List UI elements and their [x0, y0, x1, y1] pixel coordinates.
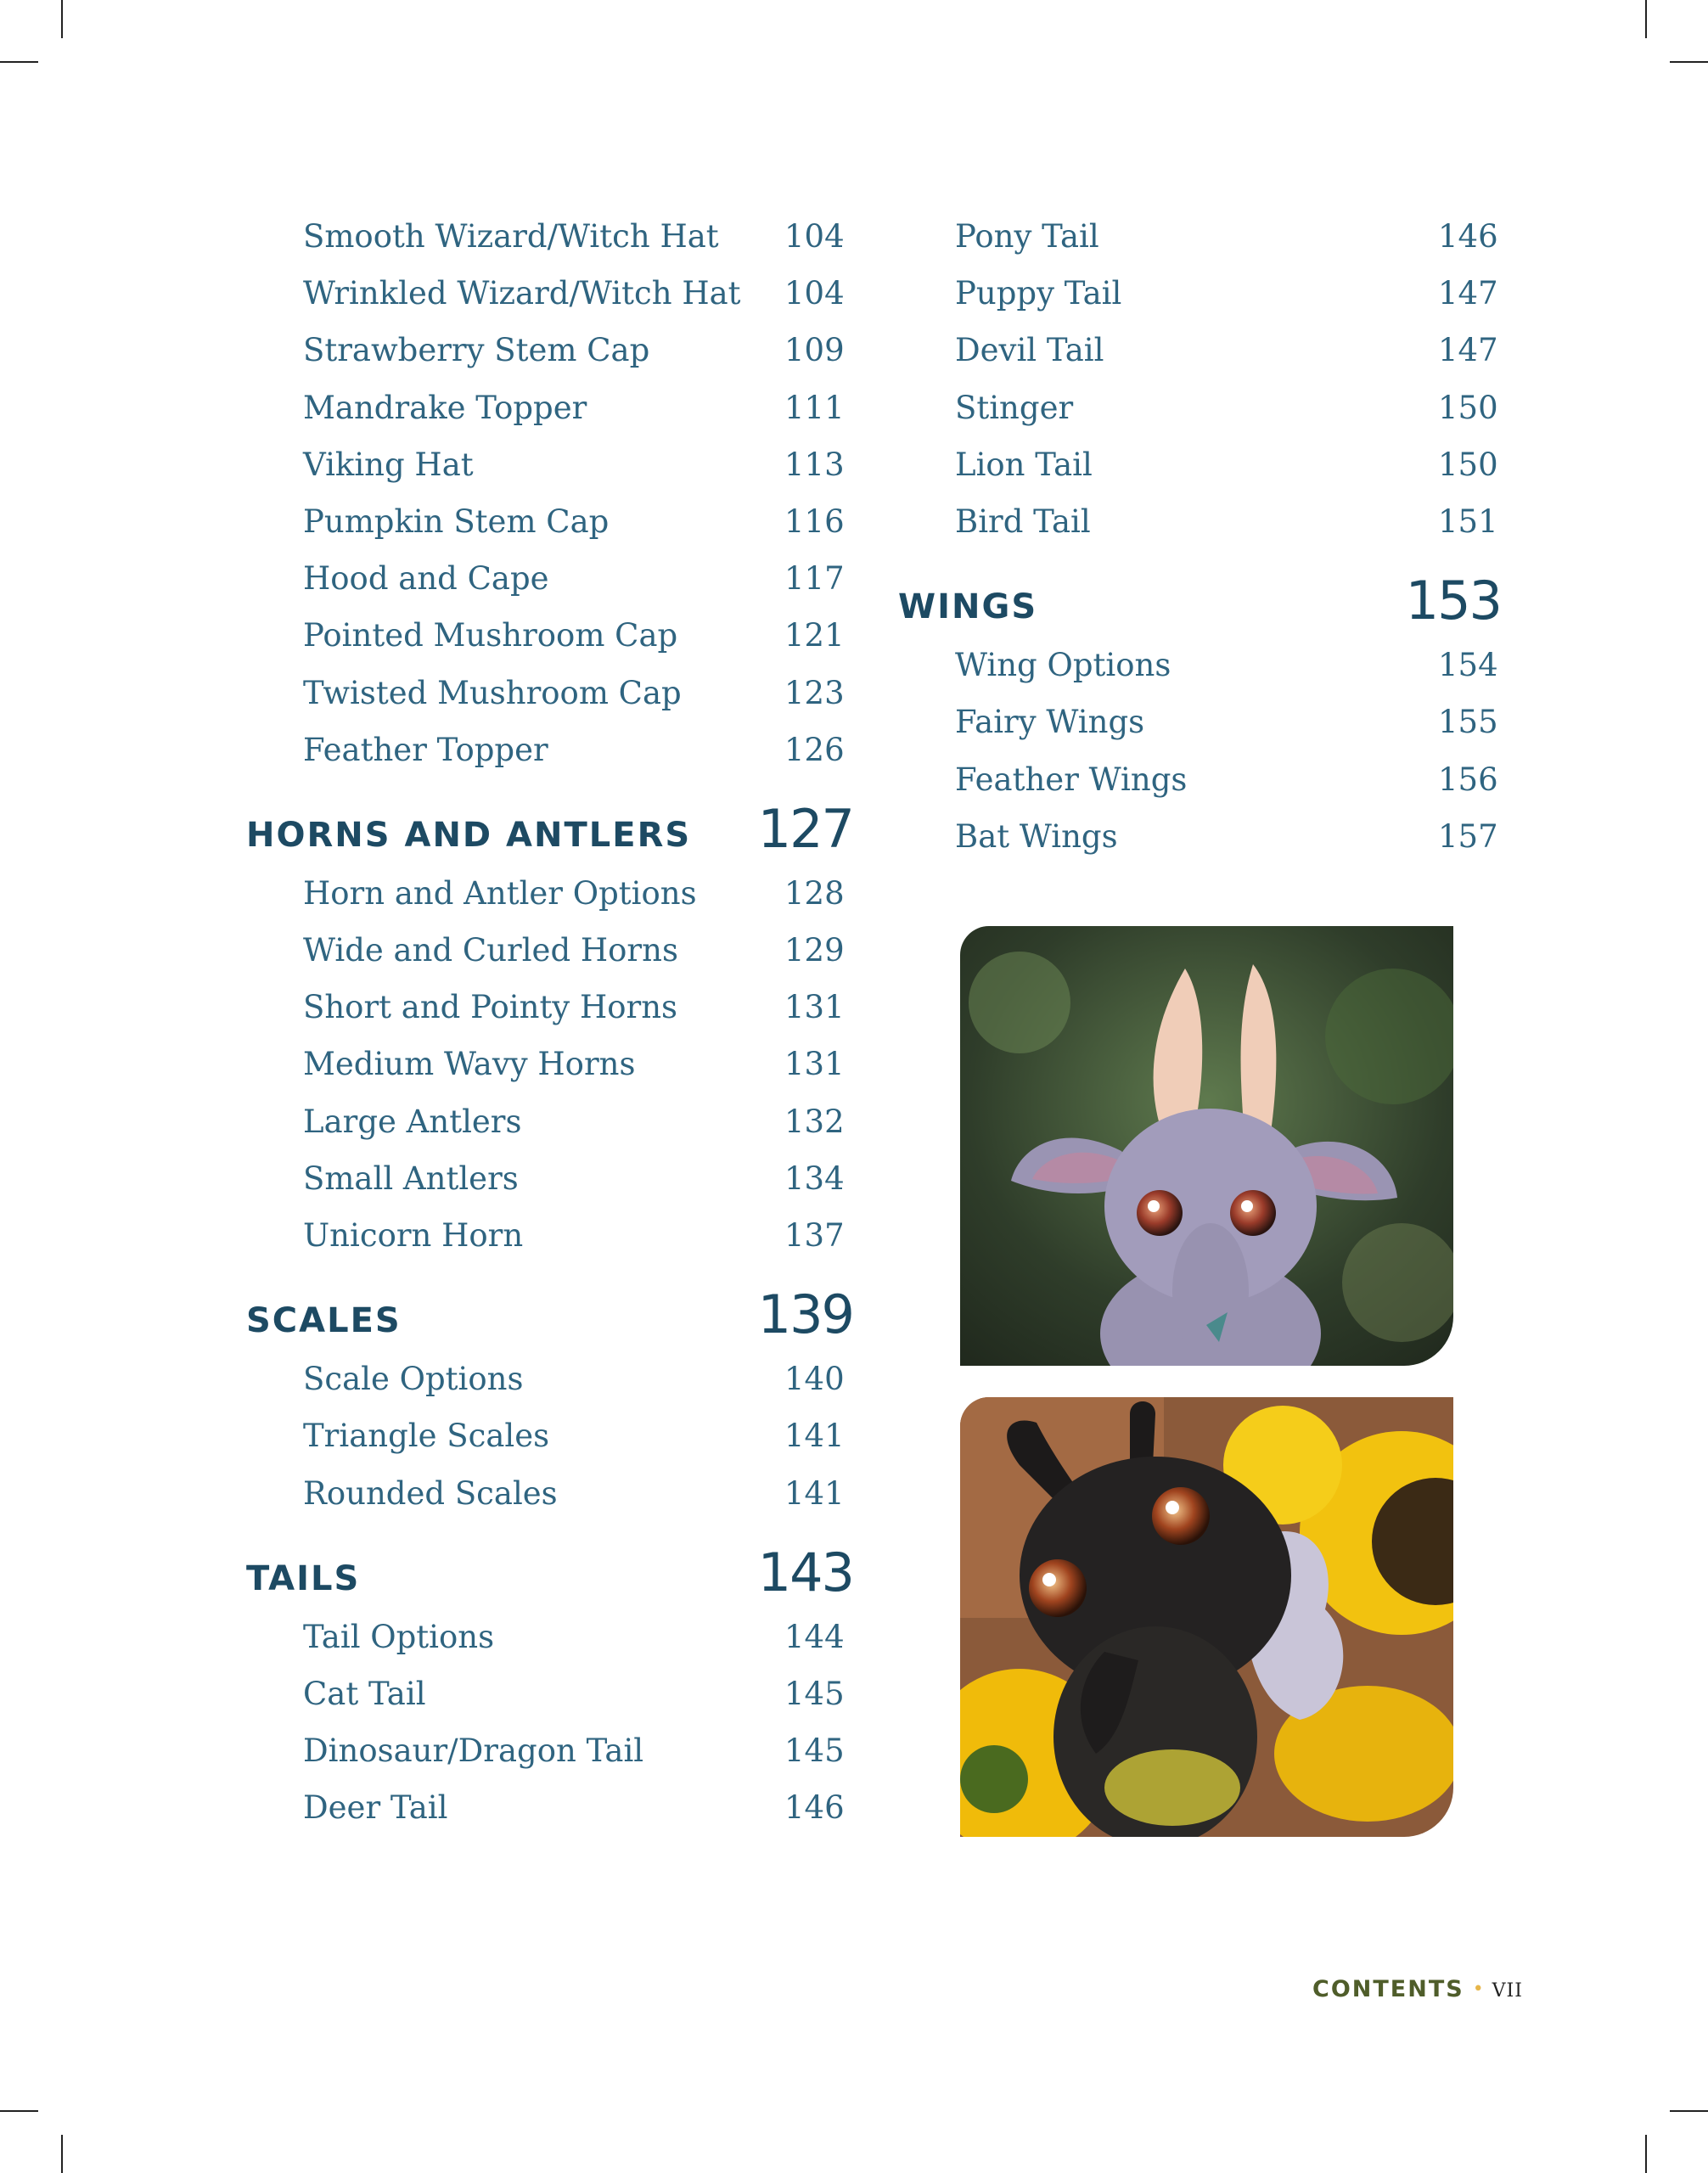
section-title: TAILS	[246, 1558, 361, 1598]
toc-entry[interactable]	[246, 1207, 853, 1264]
toc-entry-page: 121	[784, 617, 845, 654]
toc-section-wings[interactable]	[898, 560, 1501, 637]
toc-entry[interactable]	[246, 1722, 853, 1779]
crop-mark	[61, 0, 63, 38]
toc-entry-title: Lion Tail	[955, 446, 1093, 483]
toc-entry-page: 144	[784, 1618, 845, 1655]
toc-entry[interactable]	[898, 265, 1501, 322]
toc-entry-title: Wrinkled Wizard/Witch Hat	[303, 275, 741, 312]
toc-entry-title: Hood and Cape	[303, 560, 549, 598]
section-page: 139	[757, 1283, 853, 1346]
crop-mark	[1670, 2110, 1708, 2112]
toc-entry-title: Wing Options	[955, 647, 1171, 684]
toc-entry-page: 134	[784, 1159, 845, 1197]
toc-section-tails[interactable]	[246, 1532, 853, 1609]
footer-label: CONTENTS	[1312, 1976, 1464, 2002]
toc-entry-page: 132	[784, 1103, 845, 1140]
toc-entry[interactable]	[898, 379, 1501, 436]
toc-entry[interactable]	[246, 1779, 853, 1836]
toc-entry-page: 145	[784, 1732, 845, 1770]
toc-entry-page: 141	[784, 1474, 845, 1512]
toc-entry[interactable]	[246, 1465, 853, 1522]
toc-entry[interactable]	[246, 1350, 853, 1407]
toc-entry-title: Bat Wings	[955, 817, 1118, 855]
toc-entry-title: Feather Topper	[303, 731, 548, 768]
toc-entry-page: 145	[784, 1675, 845, 1712]
toc-entry-title: Feather Wings	[955, 761, 1188, 798]
toc-entry-title: Stinger	[955, 389, 1074, 426]
toc-entry-title: Small Antlers	[303, 1159, 519, 1197]
toc-entry-title: Tail Options	[303, 1618, 495, 1655]
toc-entry-title: Rounded Scales	[303, 1474, 558, 1512]
section-page: 143	[757, 1541, 853, 1603]
toc-entry[interactable]	[898, 808, 1501, 865]
crop-mark	[61, 2135, 63, 2173]
toc-entry-page: 147	[1438, 275, 1498, 312]
toc-entry[interactable]	[246, 208, 853, 265]
toc-entry[interactable]	[246, 1665, 853, 1722]
toc-entry-page: 104	[784, 275, 845, 312]
toc-entry-title: Dinosaur/Dragon Tail	[303, 1732, 644, 1770]
footer-page-number: VII	[1492, 1980, 1523, 2002]
section-title: HORNS AND ANTLERS	[246, 815, 692, 855]
toc-entry[interactable]	[898, 637, 1501, 693]
toc-right-column	[898, 208, 1501, 865]
toc-entry-title: Bird Tail	[955, 503, 1091, 540]
toc-entry[interactable]	[246, 436, 853, 493]
toc-entry-page: 137	[784, 1217, 845, 1254]
toc-entry[interactable]	[898, 208, 1501, 265]
toc-entry[interactable]	[246, 1150, 853, 1207]
toc-entry-page: 117	[784, 560, 845, 598]
crocheted-goat-creature-photo	[960, 926, 1453, 1366]
bee-illustration	[960, 1397, 1453, 1837]
toc-entry-title: Unicorn Horn	[303, 1217, 524, 1254]
toc-entry-title: Devil Tail	[955, 332, 1104, 369]
toc-entry-title: Horn and Antler Options	[303, 874, 697, 912]
toc-entry-page: 111	[784, 389, 845, 426]
toc-entry-title: Smooth Wizard/Witch Hat	[303, 218, 719, 255]
toc-entry[interactable]	[898, 322, 1501, 379]
toc-entry[interactable]	[246, 322, 853, 379]
footer-divider: •	[1472, 1979, 1484, 2000]
toc-entry-page: 147	[1438, 332, 1498, 369]
toc-entry-page: 157	[1438, 817, 1498, 855]
toc-entry-title: Pointed Mushroom Cap	[303, 617, 678, 654]
toc-entry[interactable]	[246, 379, 853, 436]
toc-entry-title: Short and Pointy Horns	[303, 989, 678, 1026]
crop-mark	[1670, 61, 1708, 63]
toc-entry-title: Viking Hat	[303, 446, 474, 483]
toc-entry-page: 146	[1438, 218, 1498, 255]
toc-entry-page: 150	[1438, 446, 1498, 483]
section-page: 127	[757, 797, 853, 860]
toc-section-horns[interactable]	[246, 789, 853, 865]
toc-entry-title: Strawberry Stem Cap	[303, 332, 650, 369]
toc-entry-title: Puppy Tail	[955, 275, 1122, 312]
toc-entry[interactable]	[246, 722, 853, 778]
toc-entry-title: Triangle Scales	[303, 1418, 550, 1455]
toc-entry-title: Large Antlers	[303, 1103, 522, 1140]
toc-entry-page: 128	[784, 874, 845, 912]
toc-entry[interactable]	[246, 865, 853, 922]
toc-entry-title: Mandrake Topper	[303, 389, 587, 426]
toc-entry-page: 154	[1438, 647, 1498, 684]
toc-entry-page: 150	[1438, 389, 1498, 426]
toc-entry-page: 116	[784, 503, 845, 540]
toc-entry[interactable]	[246, 265, 853, 322]
toc-entry-page: 146	[784, 1789, 845, 1827]
toc-entry-page: 131	[784, 1046, 845, 1083]
toc-entry-title: Deer Tail	[303, 1789, 448, 1827]
toc-entry[interactable]	[246, 493, 853, 550]
toc-entry[interactable]	[898, 751, 1501, 808]
toc-section-scales[interactable]	[246, 1274, 853, 1350]
toc-entry[interactable]	[246, 1407, 853, 1464]
toc-entry[interactable]	[246, 1036, 853, 1092]
toc-entry-page: 156	[1438, 761, 1498, 798]
toc-entry-page: 123	[784, 674, 845, 711]
toc-entry[interactable]	[898, 493, 1501, 550]
section-page: 153	[1405, 570, 1501, 632]
toc-entry-title: Scale Options	[303, 1361, 524, 1398]
toc-entry-page: 104	[784, 218, 845, 255]
toc-entry[interactable]	[246, 1093, 853, 1150]
toc-entry[interactable]	[246, 922, 853, 979]
section-title: SCALES	[246, 1301, 402, 1341]
toc-entry-title: Pumpkin Stem Cap	[303, 503, 610, 540]
toc-left-column	[246, 208, 853, 1837]
toc-entry-title: Wide and Curled Horns	[303, 932, 678, 969]
toc-entry-page: 140	[784, 1361, 845, 1398]
toc-entry-title: Pony Tail	[955, 218, 1099, 255]
page-footer	[1312, 1976, 1523, 2002]
toc-entry-page: 129	[784, 932, 845, 969]
toc-entry[interactable]	[246, 607, 853, 664]
toc-entry[interactable]	[246, 665, 853, 722]
crop-mark	[1645, 2135, 1647, 2173]
goat-illustration	[960, 926, 1453, 1366]
toc-entry[interactable]	[898, 693, 1501, 750]
toc-entry-page: 151	[1438, 503, 1498, 540]
toc-entry[interactable]	[898, 436, 1501, 493]
toc-entry-page: 131	[784, 989, 845, 1026]
crop-mark	[1645, 0, 1647, 38]
toc-entry[interactable]	[246, 1609, 853, 1665]
toc-entry[interactable]	[246, 979, 853, 1036]
toc-entry-page: 141	[784, 1418, 845, 1455]
crop-mark	[0, 2110, 38, 2112]
toc-entry[interactable]	[246, 550, 853, 607]
crop-mark	[0, 61, 38, 63]
toc-entry-page: 113	[784, 446, 845, 483]
section-title: WINGS	[898, 587, 1038, 627]
toc-entry-title: Medium Wavy Horns	[303, 1046, 636, 1083]
toc-entry-page: 126	[784, 731, 845, 768]
toc-entry-title: Cat Tail	[303, 1675, 426, 1712]
toc-entry-page: 155	[1438, 704, 1498, 741]
toc-entry-page: 109	[784, 332, 845, 369]
crocheted-black-bee-creature-photo	[960, 1397, 1453, 1837]
toc-entry-title: Fairy Wings	[955, 704, 1145, 741]
toc-entry-title: Twisted Mushroom Cap	[303, 674, 682, 711]
